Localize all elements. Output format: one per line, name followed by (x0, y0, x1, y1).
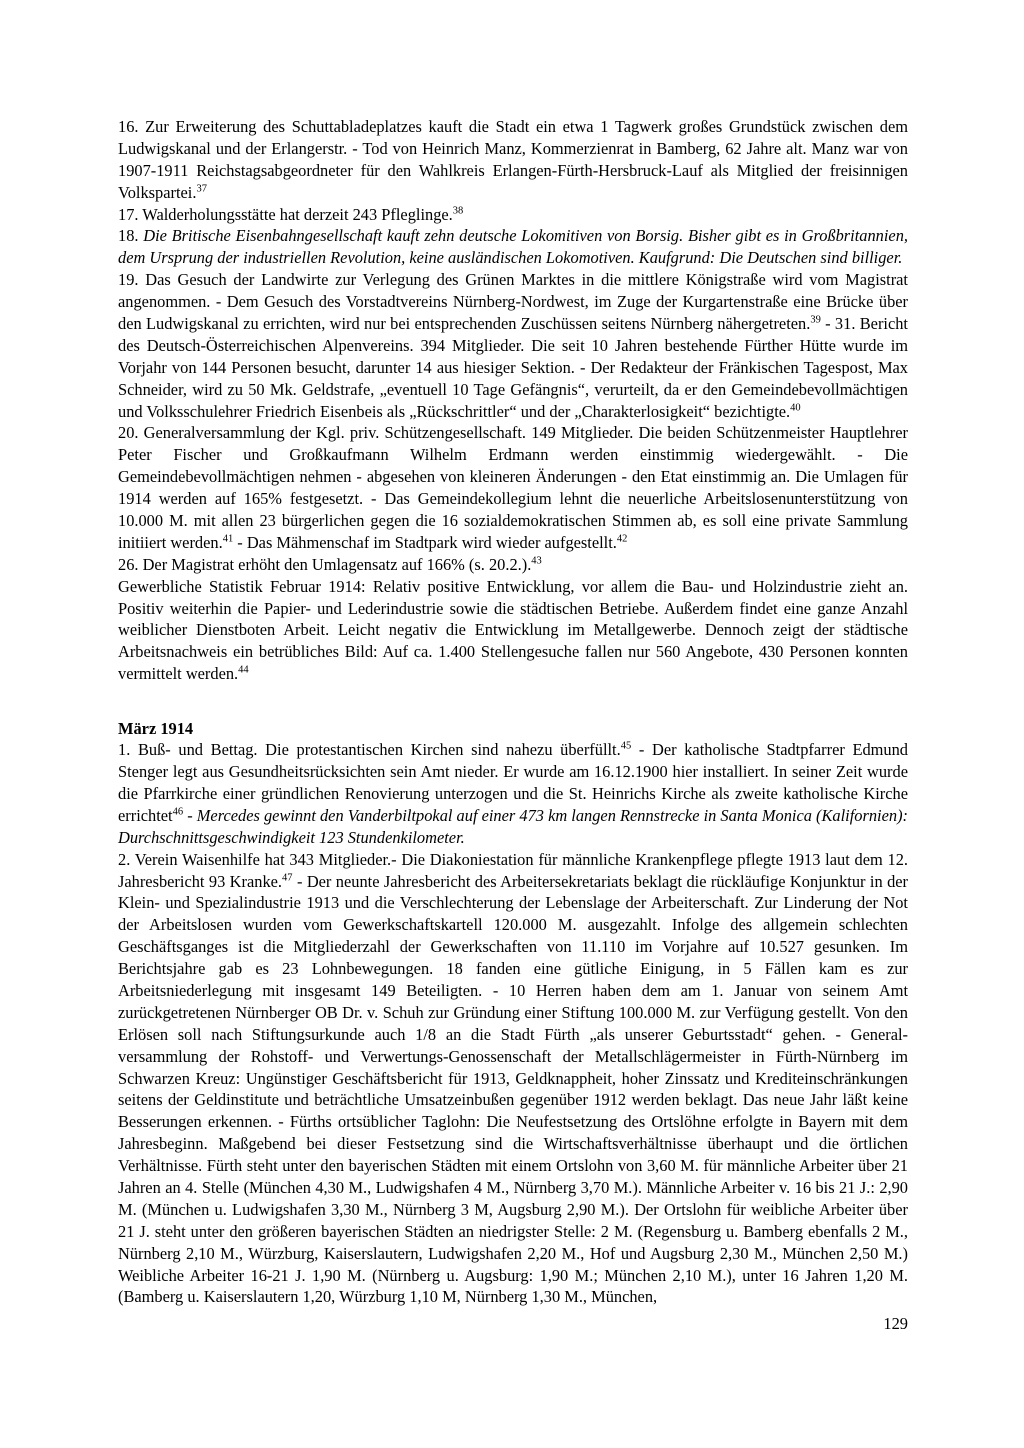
footnote-marker: 42 (616, 533, 628, 545)
paragraph-entry-20 (118, 422, 908, 553)
paragraph-text: 19. Das Gesuch der Landwirte zur Verlegung des Grünen Marktes in die mittlere Königstraße wird vom Magistrat angenommen. - Dem Gesuch des Vorstadtvereins Nürnberg-Nordwest, im Zuge der Kurgartenstraße eine Brücke über den Ludwigskanal zu errichten, wird nur bei entsprechenden Zuschüssen seitens Nürnberg nähergetreten. (118, 270, 908, 334)
paragraph-text: 2. Verein Waisenhilfe hat 343 Mitglieder.- Die Diakoniestation für männliche Krankenpflege pflegte 1913 laut dem 12. Jahresbericht 93 Kranke. (118, 849, 908, 891)
paragraph-text: 20. Generalversammlung der Kgl. priv. Schützengesellschaft. 149 Mitglieder. Die beiden Schützenmeister Hauptlehrer Peter Fischer und Großkaufmann Wilhelm Erdmann werden einstimmig wiedergewählt. - Die Gemeindebevollmächtigen nehmen - abgesehen von kleineren Änderungen - den Etat einstimmig an. Die Umlagen für 1914 werden auf 165% festgesetzt. - Das Gemeindekollegium lehnt die neuerliche Arbeitslosenunterstützung von 10.000 M. mit allen 23 bürgerlichen gegen die 16 sozialdemokratischen Stimmen ab, es soll eine private Sammlung initiiert werden. (118, 423, 908, 552)
footnote-marker: 41 (222, 533, 234, 545)
paragraph-text-italic: - Mercedes gewinnt den Vanderbiltpokal auf einer 473 km langen Rennstrecke in Santa Monica (Kalifornien): Durchschnittsgeschwindigkeit 123 Stundenkilometer. (118, 805, 908, 847)
paragraph-entry-19 (118, 269, 908, 422)
paragraph-march-entry-2 (118, 849, 908, 1309)
footnote-marker: 39 (810, 314, 821, 326)
paragraph-text: 26. Der Magistrat erhöht den Umlagensatz auf 166% (s. 20.2.). (118, 554, 532, 574)
paragraph-entry-16 (118, 116, 908, 204)
footnote-marker: 47 (282, 872, 293, 884)
paragraph-text-italic: Die Britische Eisenbahngesellschaft kauft zehn deutsche Lokomitiven von Borsig. Bisher gibt es in Großbritannien, dem Ursprung der industriellen Revolution, keine ausländischen Lokomotiven. Kaufgrund: Die Deutschen sind billiger. (118, 226, 908, 268)
paragraph-entry-26 (118, 554, 908, 576)
document-page (118, 116, 908, 1356)
paragraph-statistik (118, 576, 908, 685)
footnote-marker: 45 (620, 740, 632, 752)
paragraph-march-entry-1 (118, 739, 908, 848)
footnote-marker: 46 (172, 806, 184, 818)
paragraph-entry-17 (118, 204, 908, 226)
paragraph-text: 17. Walderholungsstätte hat derzeit 243 Pfleglinge. (118, 204, 453, 224)
page-footer (118, 1308, 908, 1334)
paragraph-text: 16. Zur Erweiterung des Schuttabladeplatzes kauft die Stadt ein etwa 1 Tagwerk großes Grundstück zwischen dem Ludwigskanal und der Erlangerstr. - Tod von Heinrich Manz, Kommerzienrat in Bamberg, 62 Jahre alt. Manz war von 1907-1911 Reichstagsabgeordneter für den Wahlkreis Erlangen-Fürth-Hersbruck-Lauf als Mitglied der freisinnigen Volkspartei. (118, 117, 908, 202)
paragraph-prefix: 18. (118, 226, 144, 246)
paragraph-text-continued: - Der neunte Jahresbericht des Arbeitersekretariats beklagt die rückläufige Konjunktur in der Klein- und Spezialindustrie 1913 und die Verschlechterung der Lebenslage der Arbeiterschaft. Zur Linderung der Not der Arbeitslosen wurden vom Gewerkschaftskartell 120.000 M. ausgezahlt. Infolge des allgemein schlechten Geschäftsganges ist die Mitgliederzahl der Gewerkschaften von 11.110 im Vorjahre auf 10.527 gesunken. Im Berichtsjahre gab es 23 Lohnbewegungen. 18 fanden eine gütliche Einigung, in 5 Fällen kam es zur Arbeitsniederlegung mit insgesamt 149 Beteiligten. - 10 Herren haben dem am 1. Januar von seinem Amt zurückgetretenen Nürnberger OB Dr. v. Schuh zur Gründung einer Stiftung 100.000 M. zur Verfügung gestellt. Von den Erlösen soll nach Stiftungsurkunde auch 1/8 an die Stadt Fürth „als unserer Geburtsstadt“ gehen. - General-versammlung der Rohstoff- und Verwertungs-Genossenschaft der Metallschlägermeister in Fürth-Nürnberg im Schwarzen Kreuz: Ungünstiger Geschäftsbericht für 1913, Geldknappheit, hoher Zinssatz und Krediteinschränkungen seitens der Geldinstitute und beträchtliche Umsatzeinbußen gegenüber 1912 werden beklagt. Das neue Jahr läßt keine Besserungen erkennen. - Fürths ortsüblicher Taglohn: Die Neufestsetzung des Ortslöhne erfolgte in Bayern mit dem Jahresbeginn. Maßgebend bei dieser Festsetzung sind die Wirtschaftsverhältnisse überhaupt und die örtlichen Verhältnisse. Fürth steht unter den bayerischen Städten mit einem Ortslohn von 3,60 M. für männliche Arbeiter über 21 Jahren an 4. Stelle (München 4,30 M., Ludwigshafen 4 M., Nürnberg 3,70 M.). Männliche Arbeiter v. 16 bis 21 J.: 2,90 M. (München u. Ludwigshafen 3,30 M., Nürnberg 3 M, Augsburg 2,90 M.). Der Ortslohn für weibliche Arbeiter über 21 J. steht unter den größeren bayerischen Städten an niedrigster Stelle: 2 M. (Regensburg u. Bamberg ebenfalls 2 M., Nürnberg 2,10 M., Würzburg, Kaiserslautern, Ludwigshafen 2,20 M., Hof und Augsburg 2,30 M., München 2,50 M.) Weibliche Arbeiter 16-21 J. 1,90 M. (Nürnberg u. Augsburg: 1,90 M.; München 2,10 M.), unter 16 Jahren 1,20 M. (Bamberg u. Kaiserslautern 1,20, Würzburg 1,10 M, Nürnberg 1,30 M., München, (118, 871, 909, 1307)
paragraph-text: 1. Buß- und Bettag. Die protestantischen Kirchen sind nahezu überfüllt. (118, 740, 621, 760)
section-heading-maerz-1914: März 1914 (118, 719, 194, 739)
footnote-marker: 37 (196, 183, 207, 195)
page-number: 129 (883, 1314, 908, 1334)
footnote-marker: 40 (790, 402, 801, 414)
footnote-marker: 44 (238, 664, 249, 676)
paragraph-text: Gewerbliche Statistik Februar 1914: Relativ positive Entwicklung, vor allem die Bau- und Holzindustrie zieht an. Positiv weiterhin die Papier- und Lederindustrie sowie die städtischen Betriebe. Außerdem findet eine ganze Anzahl weiblicher Dienstboten Arbeit. Leicht negativ die Entwicklung im Metallgewerbe. Dennoch zeigt der städtische Arbeitsnachweis ein betrübliches Bild: Auf ca. 1.400 Stellengesuche fallen nur 560 Angebote, 430 Personen konnten vermittelt werden. (118, 576, 908, 684)
footnote-marker: 38 (452, 205, 464, 217)
paragraph-text-continued: - 31. Bericht des Deutsch-Österreichischen Alpenvereins. 394 Mitglieder. Die seit 10 Jahren bestehende Fürther Hütte wurde im Vorjahr von 144 Personen besucht, darunter 14 aus hiesiger Sektion. - Der Redakteur der Fränkischen Tagespost, Max Schneider, wird zu 50 Mk. Geldstrafe, „eventuell 10 Tage Gefängnis“, verurteilt, da er den Gemeindebevollmächtigen und Volksschulehrer Friedrich Eisenbeis als „Rückschrittler“ und der „Charakterlosigkeit“ bezichtigte. (118, 314, 908, 421)
paragraph-text-continued: - Der katholische Stadtpfarrer Edmund Stenger legt aus Gesundheitsrücksichten sein Amt nieder. Er wurde am 16.12.1900 hier installiert. In seiner Zeit wurde die Pfarrkirche einer gründlichen Renovierung unterzogen und die St. Heinrichs Kirche als zweite katholische Kirche errichtet (118, 740, 909, 825)
paragraph-entry-18 (118, 225, 908, 269)
footnote-marker: 43 (531, 555, 542, 567)
paragraph-text-continued: - Das Mähmenschaf im Stadtpark wird wieder aufgestellt. (233, 532, 617, 552)
